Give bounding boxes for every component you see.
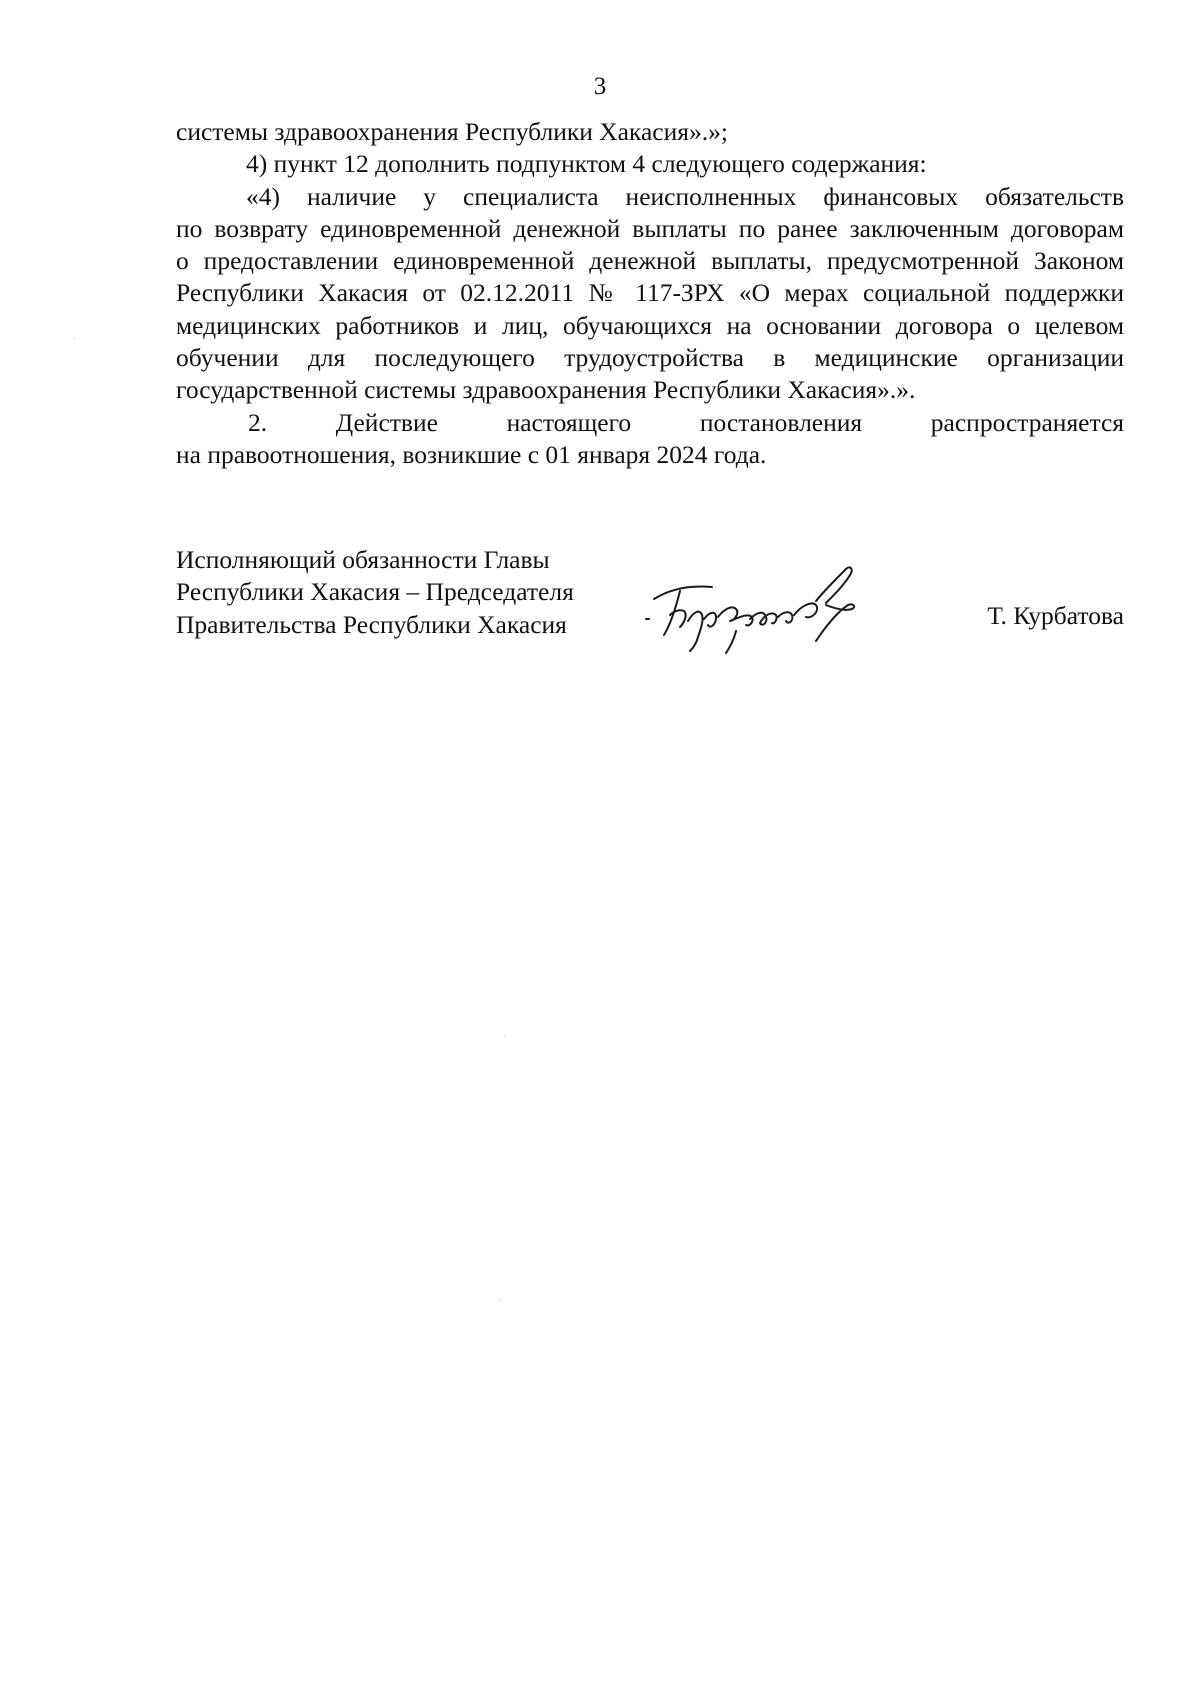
scan-speck xyxy=(74,338,75,339)
paragraph-line: медицинских работников и лиц, обучающихся на основании договора о целевом xyxy=(176,310,1124,340)
paragraph-line: «4) наличие у специалиста неисполненных финансовых обязательств xyxy=(246,181,1124,211)
paragraph-line: обучении для последующего трудоустройства в медицинские организации xyxy=(176,343,1124,373)
point-2-paragraph xyxy=(176,407,1124,472)
handwritten-signature-icon xyxy=(640,555,890,665)
paragraph-line: о предоставлении единовременной денежной выплаты, предусмотренной Законом xyxy=(176,246,1124,276)
item-4-intro: 4) пункт 12 дополнить подпунктом 4 следующего содержания: xyxy=(246,149,927,179)
subitem-4-paragraph xyxy=(176,181,1124,407)
scan-speck xyxy=(504,1035,505,1036)
signatory-position xyxy=(176,544,574,641)
paragraph-line: Республики Хакасия от 02.12.2011 № 117-ЗРХ «О мерах социальной поддержки xyxy=(176,278,1124,308)
paragraph-line: по возврату единовременной денежной выплаты по ранее заключенным договорам xyxy=(176,213,1124,243)
paragraph-line: государственной системы здравоохранения Республики Хакасия».». xyxy=(176,375,916,405)
signer-name: Т. Курбатова xyxy=(987,601,1124,630)
scan-speck xyxy=(499,1299,500,1300)
position-line: Исполняющий обязанности Главы xyxy=(176,545,550,574)
paragraph-line: на правоотношения, возникшие с 01 января 2024 года. xyxy=(176,439,767,469)
document-body xyxy=(176,116,1124,471)
paragraph-line: 2. Действие настоящего постановления распространяется xyxy=(248,407,1124,437)
page-number: 3 xyxy=(593,73,607,100)
position-line: Правительства Республики Хакасия xyxy=(176,609,567,639)
continuation-line: системы здравоохранения Республики Хакасия».»; xyxy=(176,117,728,146)
position-line: Республики Хакасия – Председателя xyxy=(176,577,574,607)
